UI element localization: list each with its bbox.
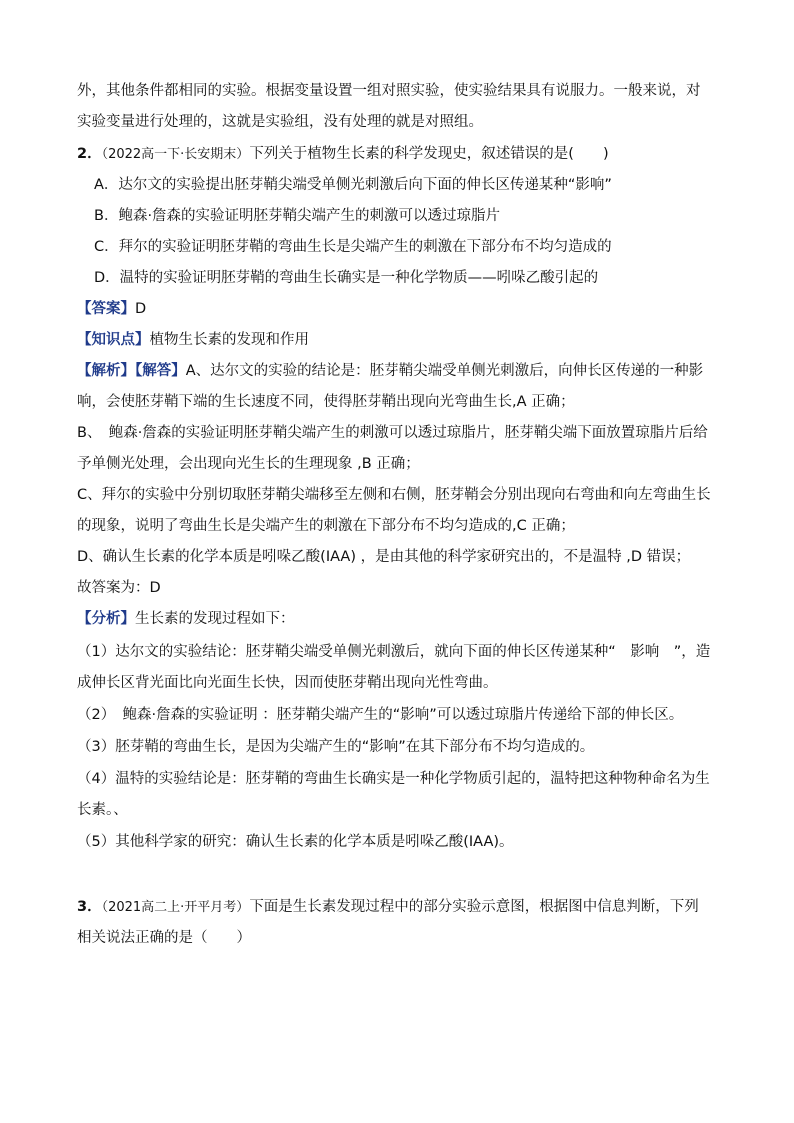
- answer-value: D: [135, 301, 147, 317]
- question-3-stem: [77, 897, 699, 918]
- option-c: C．拜尔的实验证明胚芽鞘的弯曲生长是尖端产生的刺激在下部分布不均匀造成的: [94, 239, 612, 255]
- fenxi-line: （5）其他科学家的研究：确认生长素的化学本质是吲哚乙酸(IAA)。: [77, 834, 514, 850]
- question-text: 下列关于植物生长素的科学发现史，叙述错误的是( ): [249, 146, 609, 162]
- option-b: B．鲍森·詹森的实验证明胚芽鞘尖端产生的刺激可以透过琼脂片: [94, 208, 501, 224]
- analysis-line: B、 鲍森·詹森的实验证明胚芽鞘尖端产生的刺激可以透过琼脂片，胚芽鞘尖端下面放置琼脂片后给: [77, 425, 708, 441]
- analysis-line: C、拜尔的实验中分别切取胚芽鞘尖端移至左侧和右侧，胚芽鞘会分别出现向右弯曲和向左弯曲生长: [77, 487, 711, 503]
- question-text-line: 相关说法正确的是（ ）: [77, 930, 251, 946]
- paragraph-line: 实验变量进行处理的，这就是实验组，没有处理的就是对照组。: [77, 114, 483, 130]
- analysis-line: [77, 361, 703, 381]
- question-source: （2022高一下·长安期末）: [101, 147, 250, 162]
- analysis-line: 响，会使胚芽鞘下端的生长速度不同，使得胚芽鞘出现向光弯曲生长,A 正确；: [77, 394, 575, 410]
- question-source: （2021高二上·开平月考）: [101, 900, 250, 915]
- question-number: 2．: [77, 146, 102, 162]
- analysis-text: A、达尔文的实验的结论是：胚芽鞘尖端受单侧光刺激后，向伸长区传递的一种影: [185, 363, 704, 379]
- fenxi-tag: 【分析】: [77, 611, 135, 627]
- paragraph-line: 外，其他条件都相同的实验。根据变量设置一组对照实验，使实验结果具有说服力。一般来说，对: [77, 83, 701, 99]
- answer-line: [77, 299, 146, 319]
- knowledge-point-value: 植物生长素的发现和作用: [149, 332, 309, 348]
- analysis-line: 予单侧光处理，会出现向光生长的生理现象 ,B 正确；: [77, 456, 420, 472]
- question-text: 下面是生长素发现过程中的部分实验示意图，根据图中信息判断，下列: [249, 899, 699, 915]
- analysis-tag: 【解析】【解答】: [77, 363, 186, 379]
- analysis-line: 故答案为：D: [77, 580, 161, 596]
- fenxi-intro: 生长素的发现过程如下：: [135, 611, 295, 627]
- fenxi-line: [77, 609, 295, 629]
- fenxi-line: 成伸长区背光面比向光面生长快，因而使胚芽鞘出现向光性弯曲。: [77, 675, 498, 691]
- analysis-line: 的现象，说明了弯曲生长是尖端产生的刺激在下部分布不均匀造成的,C 正确；: [77, 518, 575, 534]
- knowledge-point-line: [77, 330, 309, 350]
- fenxi-line: （1）达尔文的实验结论：胚芽鞘尖端受单侧光刺激后，就向下面的伸长区传递某种“ 影响 ”，造: [77, 644, 711, 660]
- fenxi-line: （3）胚芽鞘的弯曲生长，是因为尖端产生的“影响”在其下部分布不均匀造成的。: [77, 739, 595, 755]
- option-d: D．温特的实验证明胚芽鞘的弯曲生长确实是一种化学物质——吲哚乙酸引起的: [94, 270, 599, 286]
- question-2-stem: [77, 144, 609, 165]
- knowledge-point-tag: 【知识点】: [77, 332, 150, 348]
- question-number: 3．: [77, 899, 102, 915]
- fenxi-line: （2） 鲍森·詹森的实验证明 ：胚芽鞘尖端产生的“影响”可以透过琼脂片传递给下部的伸长区。: [77, 707, 684, 723]
- fenxi-line: （4）温特的实验结论是：胚芽鞘的弯曲生长确实是一种化学物质引起的，温特把这种物种命名为生: [77, 771, 710, 787]
- fenxi-line: 长素。、: [77, 802, 128, 818]
- analysis-line: D、确认生长素的化学本质是吲哚乙酸(IAA) ，是由其他的科学家研究出的，不是温特 ,D 错误；: [77, 549, 691, 565]
- option-a: A．达尔文的实验提出胚芽鞘尖端受单侧光刺激后向下面的伸长区传递某种“影响”: [94, 177, 612, 193]
- answer-tag: 【答案】: [77, 301, 135, 317]
